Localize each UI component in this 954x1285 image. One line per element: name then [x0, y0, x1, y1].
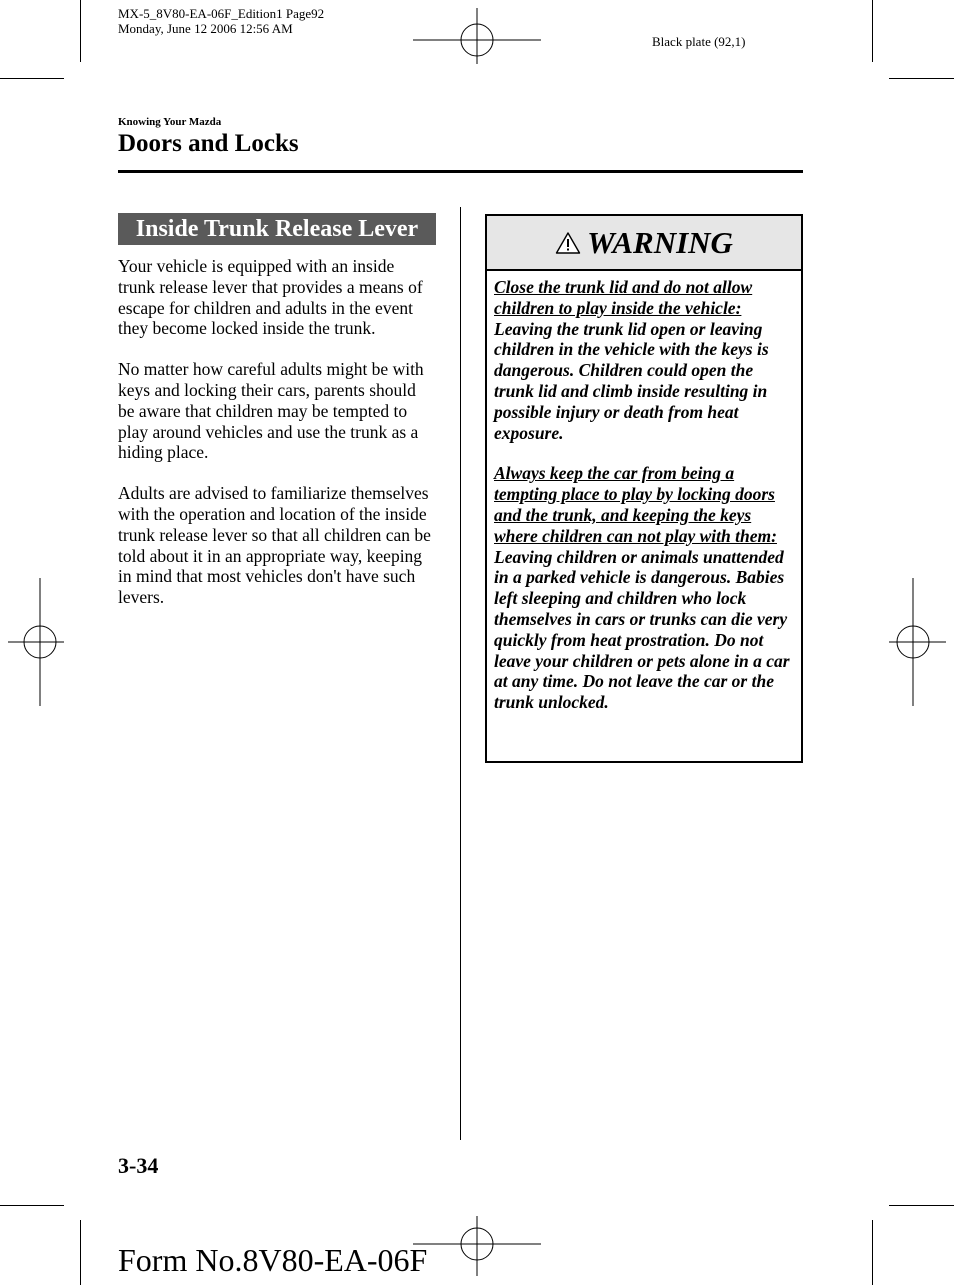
header-rule — [118, 170, 803, 173]
body-column — [118, 256, 433, 628]
warning-header — [487, 216, 801, 271]
warning-text: Leaving children or animals unattended in a parked vehicle is dangerous. Babies left sleeping and children who lock themselves in cars or trunks can die very quickly from heat prostration. Do not leave your children or pets alone in a car at any time. Do not leave the car or the trunk unlocked. — [494, 546, 790, 713]
print-meta-date: Monday, June 12 2006 12:56 AM — [118, 21, 293, 36]
page-number: 3-34 — [118, 1153, 159, 1178]
body-paragraph: Adults are advised to familiarize themselves with the operation and location of the inside trunk release lever so that all children can be told about it in an appropriate way, keeping in mind that most vehicles don't have such levers. — [118, 483, 431, 608]
section-label: Knowing Your Mazda — [118, 116, 222, 128]
print-meta-file: MX-5_8V80-EA-06F_Edition1 Page92 — [118, 6, 325, 21]
warning-item — [494, 463, 794, 713]
section-heading-text: Inside Trunk Release Lever — [135, 215, 419, 242]
warning-text: Leaving the trunk lid open or leaving children in the vehicle with the keys is dangerous. Children could open the trunk lid and climb inside resulting in possible injury or death from heat exposure. — [494, 318, 769, 443]
print-meta — [118, 6, 324, 36]
section-heading — [118, 213, 436, 245]
plate-label: Black plate (92,1) — [652, 34, 746, 49]
body-paragraph: Your vehicle is equipped with an inside trunk release lever that provides a means of escape for children and adults in the event they become locked inside the trunk. — [118, 256, 423, 339]
warning-body — [487, 271, 801, 713]
warning-box — [485, 214, 803, 763]
body-paragraph: No matter how careful adults might be with keys and locking their cars, parents should be aware that children may be tempted to play around vehicles and use the trunk as a hiding place. — [118, 359, 424, 463]
warning-lead: Always keep the car from being a tempting place to play by locking doors and the trunk, and keeping the keys where children can not play with them: — [494, 463, 777, 546]
warning-title: WARNING — [587, 224, 733, 260]
warning-triangle-icon — [555, 231, 581, 255]
form-number: Form No.8V80-EA-06F — [118, 1242, 428, 1278]
chapter-title: Doors and Locks — [118, 130, 299, 157]
column-divider — [460, 207, 461, 1140]
warning-item — [494, 277, 794, 443]
warning-lead: Close the trunk lid and do not allow children to play inside the vehicle: — [494, 277, 753, 318]
